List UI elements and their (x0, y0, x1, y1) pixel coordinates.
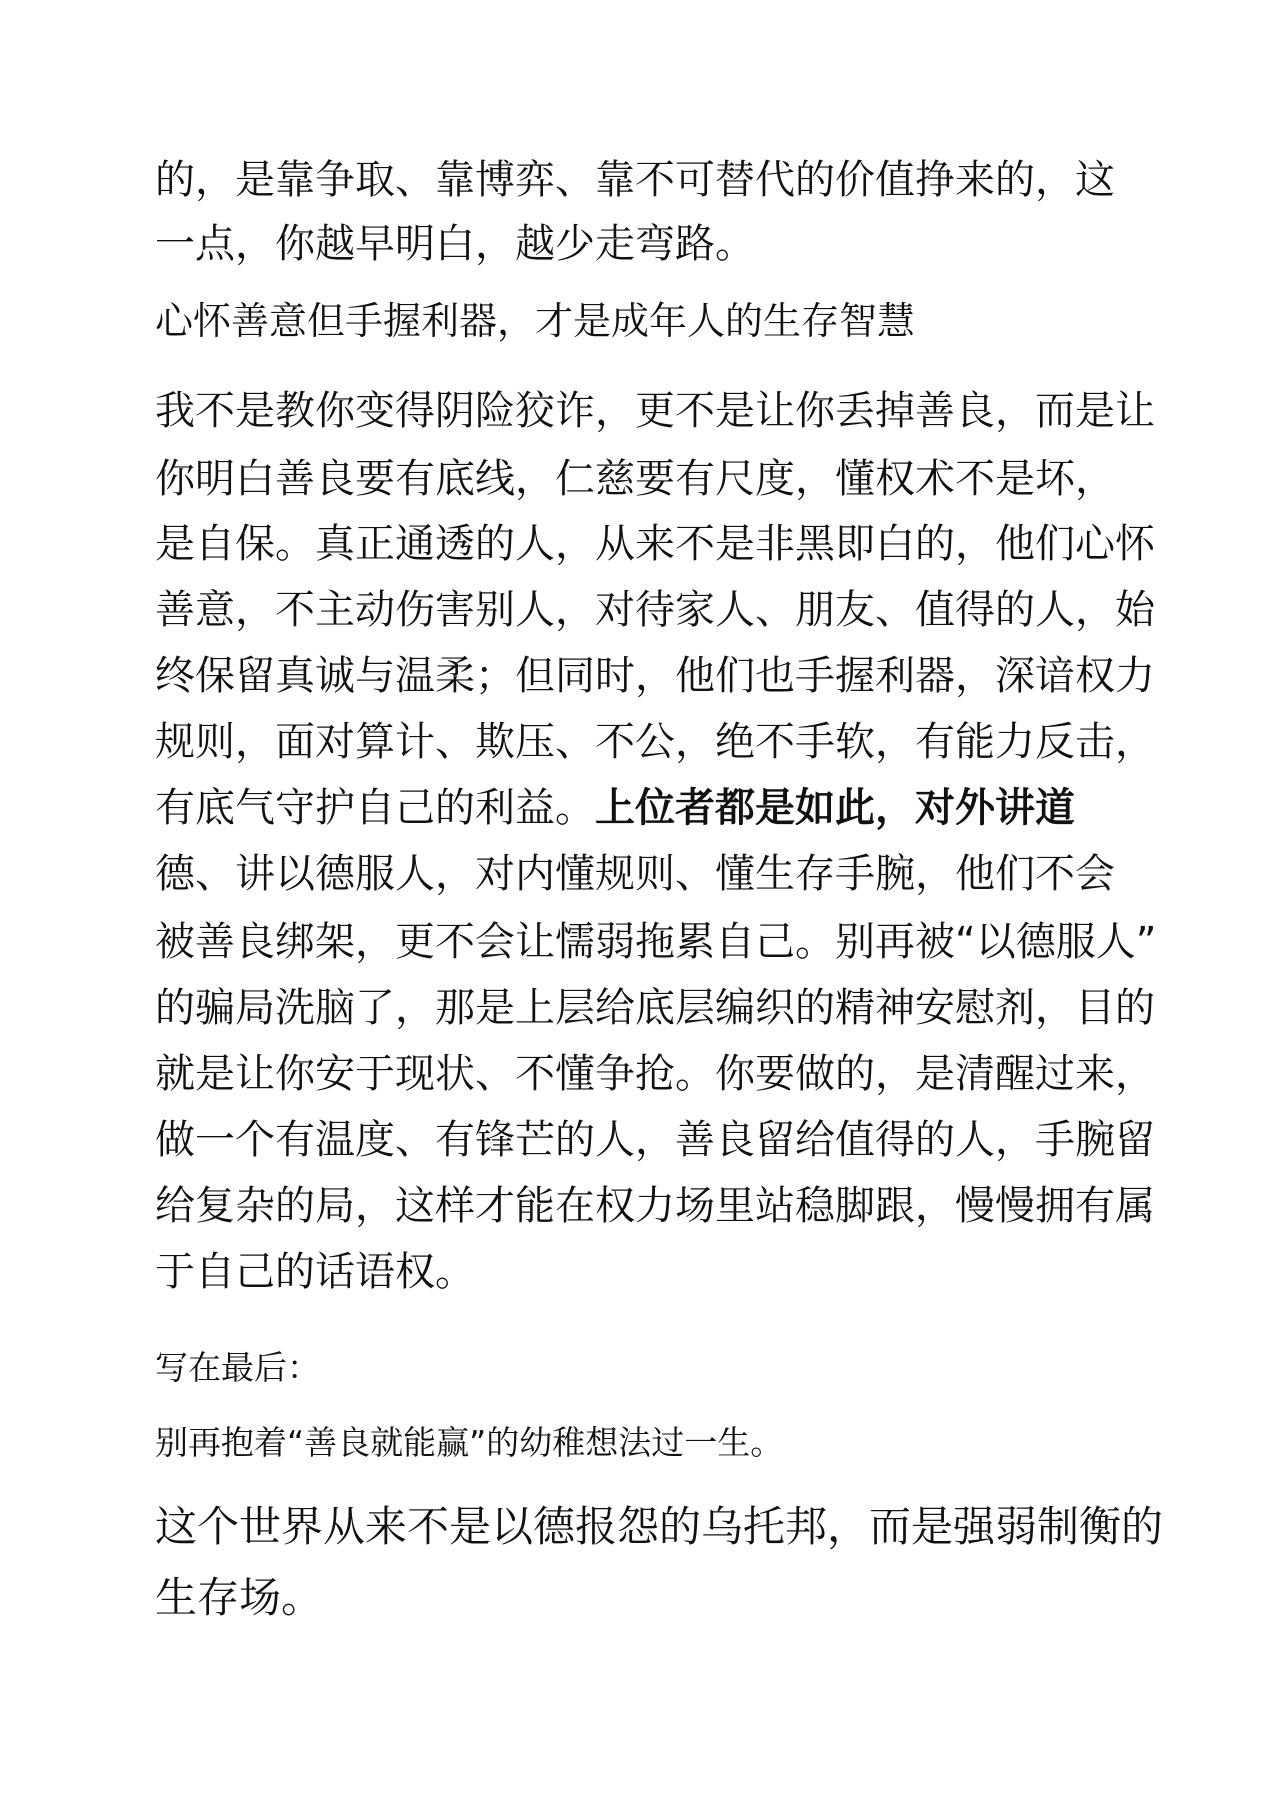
para2-line-8: 德、讲以德服人，对内懂规则、懂生存手腕，他们不会 (155, 851, 1115, 897)
para2-line-13: 给复杂的局，这样才能在权力场里站稳脚跟，慢慢拥有属 (155, 1183, 1155, 1229)
para2-line-7-normal: 有底气守护自己的利益。 (155, 785, 595, 831)
para2-line-10: 的骗局洗脑了，那是上层给底层编织的精神安慰剂，目的 (155, 985, 1155, 1031)
para2-line-7-bold: 上位者都是如此，对外讲道 (595, 785, 1075, 831)
para2-line-2: 你明白善良要有底线，仁慈要有尺度，懂权术不是坏， (155, 456, 1115, 502)
para2-line-5: 终保留真诚与温柔；但同时，他们也手握利器，深谙权力 (155, 653, 1155, 699)
closing-line: 别再抱着“善良就能赢”的幼稚想法过一生。 (155, 1423, 784, 1462)
para2-line-11: 就是让你安于现状、不懂争抢。你要做的，是清醒过来， (155, 1051, 1155, 1097)
para2-line-12: 做一个有温度、有锋芒的人，善良留给值得的人，手腕留 (155, 1117, 1155, 1163)
para2-line-3: 是自保。真正通透的人，从来不是非黑即白的，他们心怀 (155, 521, 1155, 567)
section-heading: 心怀善意但手握利器，才是成年人的生存智慧 (155, 299, 916, 343)
para1-line-1: 的，是靠争取、靠博弈、靠不可替代的价值挣来的，这 (155, 157, 1115, 203)
para2-line-9: 被善良绑架，更不会让懦弱拖累自己。别再被“以德服人” (155, 919, 1157, 965)
final-line-1: 这个世界从来不是以德报怨的乌托邦，而是强弱制衡的 (155, 1502, 1164, 1551)
para2-line-4: 善意，不主动伤害别人，对待家人、朋友、值得的人，始 (155, 587, 1155, 633)
closing-label: 写在最后： (155, 1348, 320, 1387)
para2-line-6: 规则，面对算计、欺压、不公，绝不手软，有能力反击， (155, 719, 1155, 765)
para2-line-14: 于自己的话语权。 (155, 1249, 475, 1295)
para2-line-7 (155, 782, 1075, 834)
final-line-2: 生存场。 (155, 1573, 324, 1622)
para1-line-2: 一点，你越早明白，越少走弯路。 (155, 221, 755, 267)
para2-line-1: 我不是教你变得阴险狡诈，更不是让你丢掉善良，而是让 (155, 388, 1155, 434)
